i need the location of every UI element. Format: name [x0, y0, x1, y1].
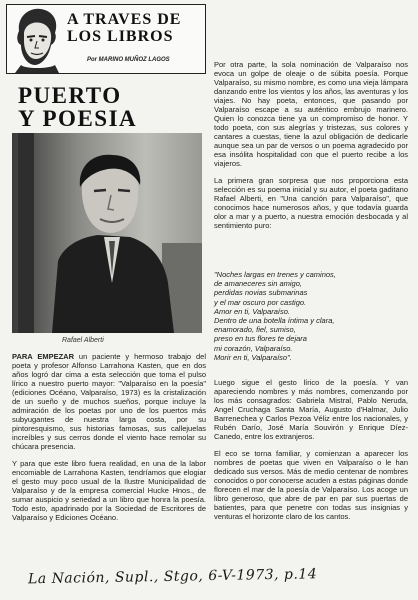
lead-in: PARA EMPEZAR: [12, 352, 74, 361]
column-title: [67, 11, 205, 45]
poem-line: de amaneceres sin amigo,: [214, 279, 302, 289]
paragraph: [12, 352, 206, 451]
article-headline: [18, 84, 198, 130]
column-title-line2: LOS LIBROS: [67, 28, 174, 45]
handwritten-source-note: La Nación, Supl., Stgo, 6-V-1973, p.14: [27, 566, 318, 588]
poem-line: y el mar oscuro por castigo.: [214, 297, 307, 307]
poem-quote: [214, 270, 408, 362]
paragraph: Y para que este libro fuera realidad, en una de la labor encomiable de Larrahona Kasten, tendríamos que elogiar el gesto muy poco usual de la Ilustre Municipalidad de Valparaíso y de la empresa comercial Hucke Hnos., de sumar auspicio y seriedad a un libro que honra la poesía. Todo esto, apadrinado por la Sociedad de Escritores de Valparaíso y Ediciones Océano.: [12, 459, 206, 522]
headline-line1: PUERTO: [18, 83, 122, 108]
paragraph: La primera gran sorpresa que nos proporciona esta selección es su poema inicial y su autor, el poeta gaditano Rafael Alberti, en "Una canción para Valparaíso", que conocimos hace numerosos años, y que todavía guarda olor a mar y a puerto, a nuestra emoción desbocada y al sentimiento puro:: [214, 176, 408, 230]
poem-line: Amor en ti, Valparaíso.: [214, 306, 291, 316]
paragraph-text: un paciente y hermoso trabajo del poeta y profesor Alfonso Larrahona Kasten, que en dos años logró dar cima a esta selección que toma el pulso lírico a nuestro puerto mayor: "Valparaíso en la poesía" (ediciones Océano, Valparaíso, 1973) es la cristalización de un sueño y de muchos sueños, porque incluye la admiración de los poetas por uno de los puertos más subyugantes de nuestra larga costa, por su pintoresquismo, sus historias famosas, sus callejuelas increíbles y sus cerros donde el viento hace remolar su chúcara presencia.: [12, 352, 206, 451]
column-title-line1: A TRAVES DE: [67, 11, 182, 28]
paragraph: Por otra parte, la sola nominación de Valparaíso nos evoca un golpe de oleaje o de súbita poesía. Porque Valparaíso, su mismo nombre, es como una vieja lámpara danzando entre los vientos y los años, las aventuras y los viajes. No hay poeta, entonces, que pasando por Valparaíso escape a su auténtico embrujo marinero. Quien lo conozca tiene ya un compromiso de honor. Y todo poeta, con sus alegrías y tristezas, sus colores y cantares a cuestas, tiene la azul obligación de dedicarle aunque sea un par de versos o un poema agradecido por esa insólita hospitalidad con que el puerto recibe a los viajeros.: [214, 60, 408, 168]
poem-line: perdidas novias submarinas: [214, 288, 308, 298]
poem-line: mi corazón, Valparaíso.: [214, 343, 293, 353]
author-photo: [12, 133, 202, 333]
poem-line: enamorado, fiel, sumiso,: [214, 325, 296, 335]
byline: Por MARINO MUÑOZ LAGOS: [87, 57, 170, 63]
headline-line2: Y POESIA: [18, 106, 138, 131]
poem-line: preso en tus flores te dejara: [214, 334, 307, 344]
poem-line: Morir en ti, Valparaíso".: [214, 352, 292, 362]
paragraph: Luego sigue el gesto lírico de la poesía. Y van apareciendo nombres y más nombres, comenzando por los más consagrados: Gabriela Mistral, Pablo Neruda, Angel Cruchaga Santa María, Augusto d'Halmar, Julio Barrenechea y Carlos Pezoa Véliz entre los nacionales, y Rubén Darío, José María Souvirón y Enrique Díez-Canedo, entre los extranjeros.: [214, 378, 408, 441]
poem-line: "Noches largas en trenes y caminos,: [214, 270, 336, 279]
column-header: [6, 4, 206, 74]
right-column-top: [214, 60, 408, 238]
author-portrait-illustration: [11, 7, 63, 73]
right-column-bottom: [214, 378, 408, 529]
left-column: [12, 352, 206, 530]
paragraph: El eco se torna familiar, y comienzan a aparecer los nombres de poetas que viven en Valparaíso o le han dedicado sus versos. Más de medio centenar de nombres conocidos o por conocerse acuden a estas páginas donde florecen el mar de la poesía de Valparaíso. Los acoge un libro generoso, que abre de par en par sus puertas de batientes, para que penetre con todas sus insignias y venturas el horizonte claro de los cantos.: [214, 449, 408, 521]
poem-line: Dentro de una botella íntima y clara,: [214, 316, 335, 326]
photo-caption: Rafael Alberti: [62, 337, 104, 344]
